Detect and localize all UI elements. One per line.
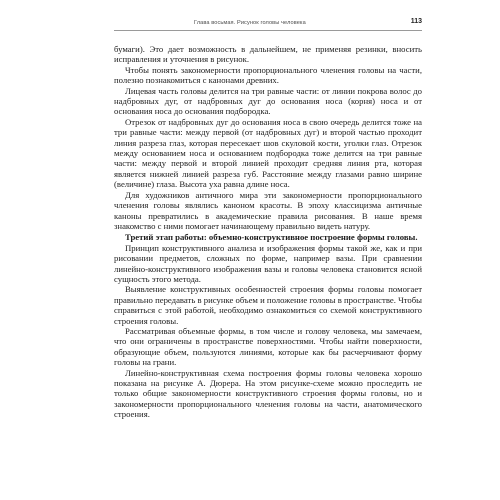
header-divider: [114, 30, 422, 31]
chapter-title: Глава восьмая. Рисунок головы человека: [194, 20, 306, 26]
paragraph: Чтобы понять закономерности пропорционального членения головы на части, полезно познакомиться с канонами древних.: [114, 64, 422, 86]
paragraph: бумаги). Это дает возможность в дальнейшем, не применяя резинки, вносить исправления и уточнения в рисунок.: [114, 44, 422, 65]
paragraph: Выявление конструктивных особенностей строения формы головы помогает правильно передавать в рисунке объем и положение головы в пространстве. Чтобы справиться с этой работой, необходимо ознакомиться со схемой конструктивного строения головы.: [114, 284, 422, 326]
paragraph: Лицевая часть головы делится на три равные части: от линии покрова волос до надбровных дуг, от надбровных дуг до основания носа (корня) носа и от основания носа до основания подбородка.: [114, 85, 422, 117]
paragraph: Отрезок от надбровных дуг до основания носа в свою очередь делится тоже на три равные части: между первой (от надбровных дуг) и второй частью проходит линия разреза глаз, которая пересекает шов скуловой кости, уголки глаз. Отрезок между основанием носа и основанием подбородка тоже делится на три равные части: между первой и второй линией проходит средняя линия рта, которая является нижней линией разреза губ. Расстояние между глазами равно ширине (величине) глаза. Высота уха равна длине носа.: [114, 116, 422, 190]
body-text: [114, 44, 422, 420]
section-heading: Третий этап работы: объемно-конструктивное построение формы головы.: [125, 232, 418, 243]
page-number: 113: [410, 18, 422, 25]
paragraph: Принцип конструктивного анализа и изображения формы такой же, как и при рисовании предметов, сложных по форме, например вазы. При сравнении линейно-конструктивного изображения вазы и головы человека становится ясной сущность этого метода.: [114, 242, 422, 284]
paragraph: Линейно-конструктивная схема построения формы головы человека хорошо показана на рисунке А. Дюрера. На этом рисунке-схеме можно проследить не только общие закономерности конструктивного строения формы головы, но и закономерности пропорционального членения головы на части, анатомического строения.: [114, 367, 422, 420]
paragraph: Для художников античного мира эти закономерности пропорционального членения головы являлись каноном красоты. В эпоху классицизма античные каноны превратились в академические правила рисования. В наше время знакомство с ними помогает начинающему правильно видеть натуру.: [114, 189, 422, 231]
paragraph: Рассматривая объемные формы, в том числе и голову человека, мы замечаем, что они ограничены в пространстве поверхностями. Чтобы найти поверхности, образующие объем, пользуются линиями, которые как бы расчерчивают форму головы на грани.: [114, 325, 422, 368]
running-header: [114, 15, 422, 31]
